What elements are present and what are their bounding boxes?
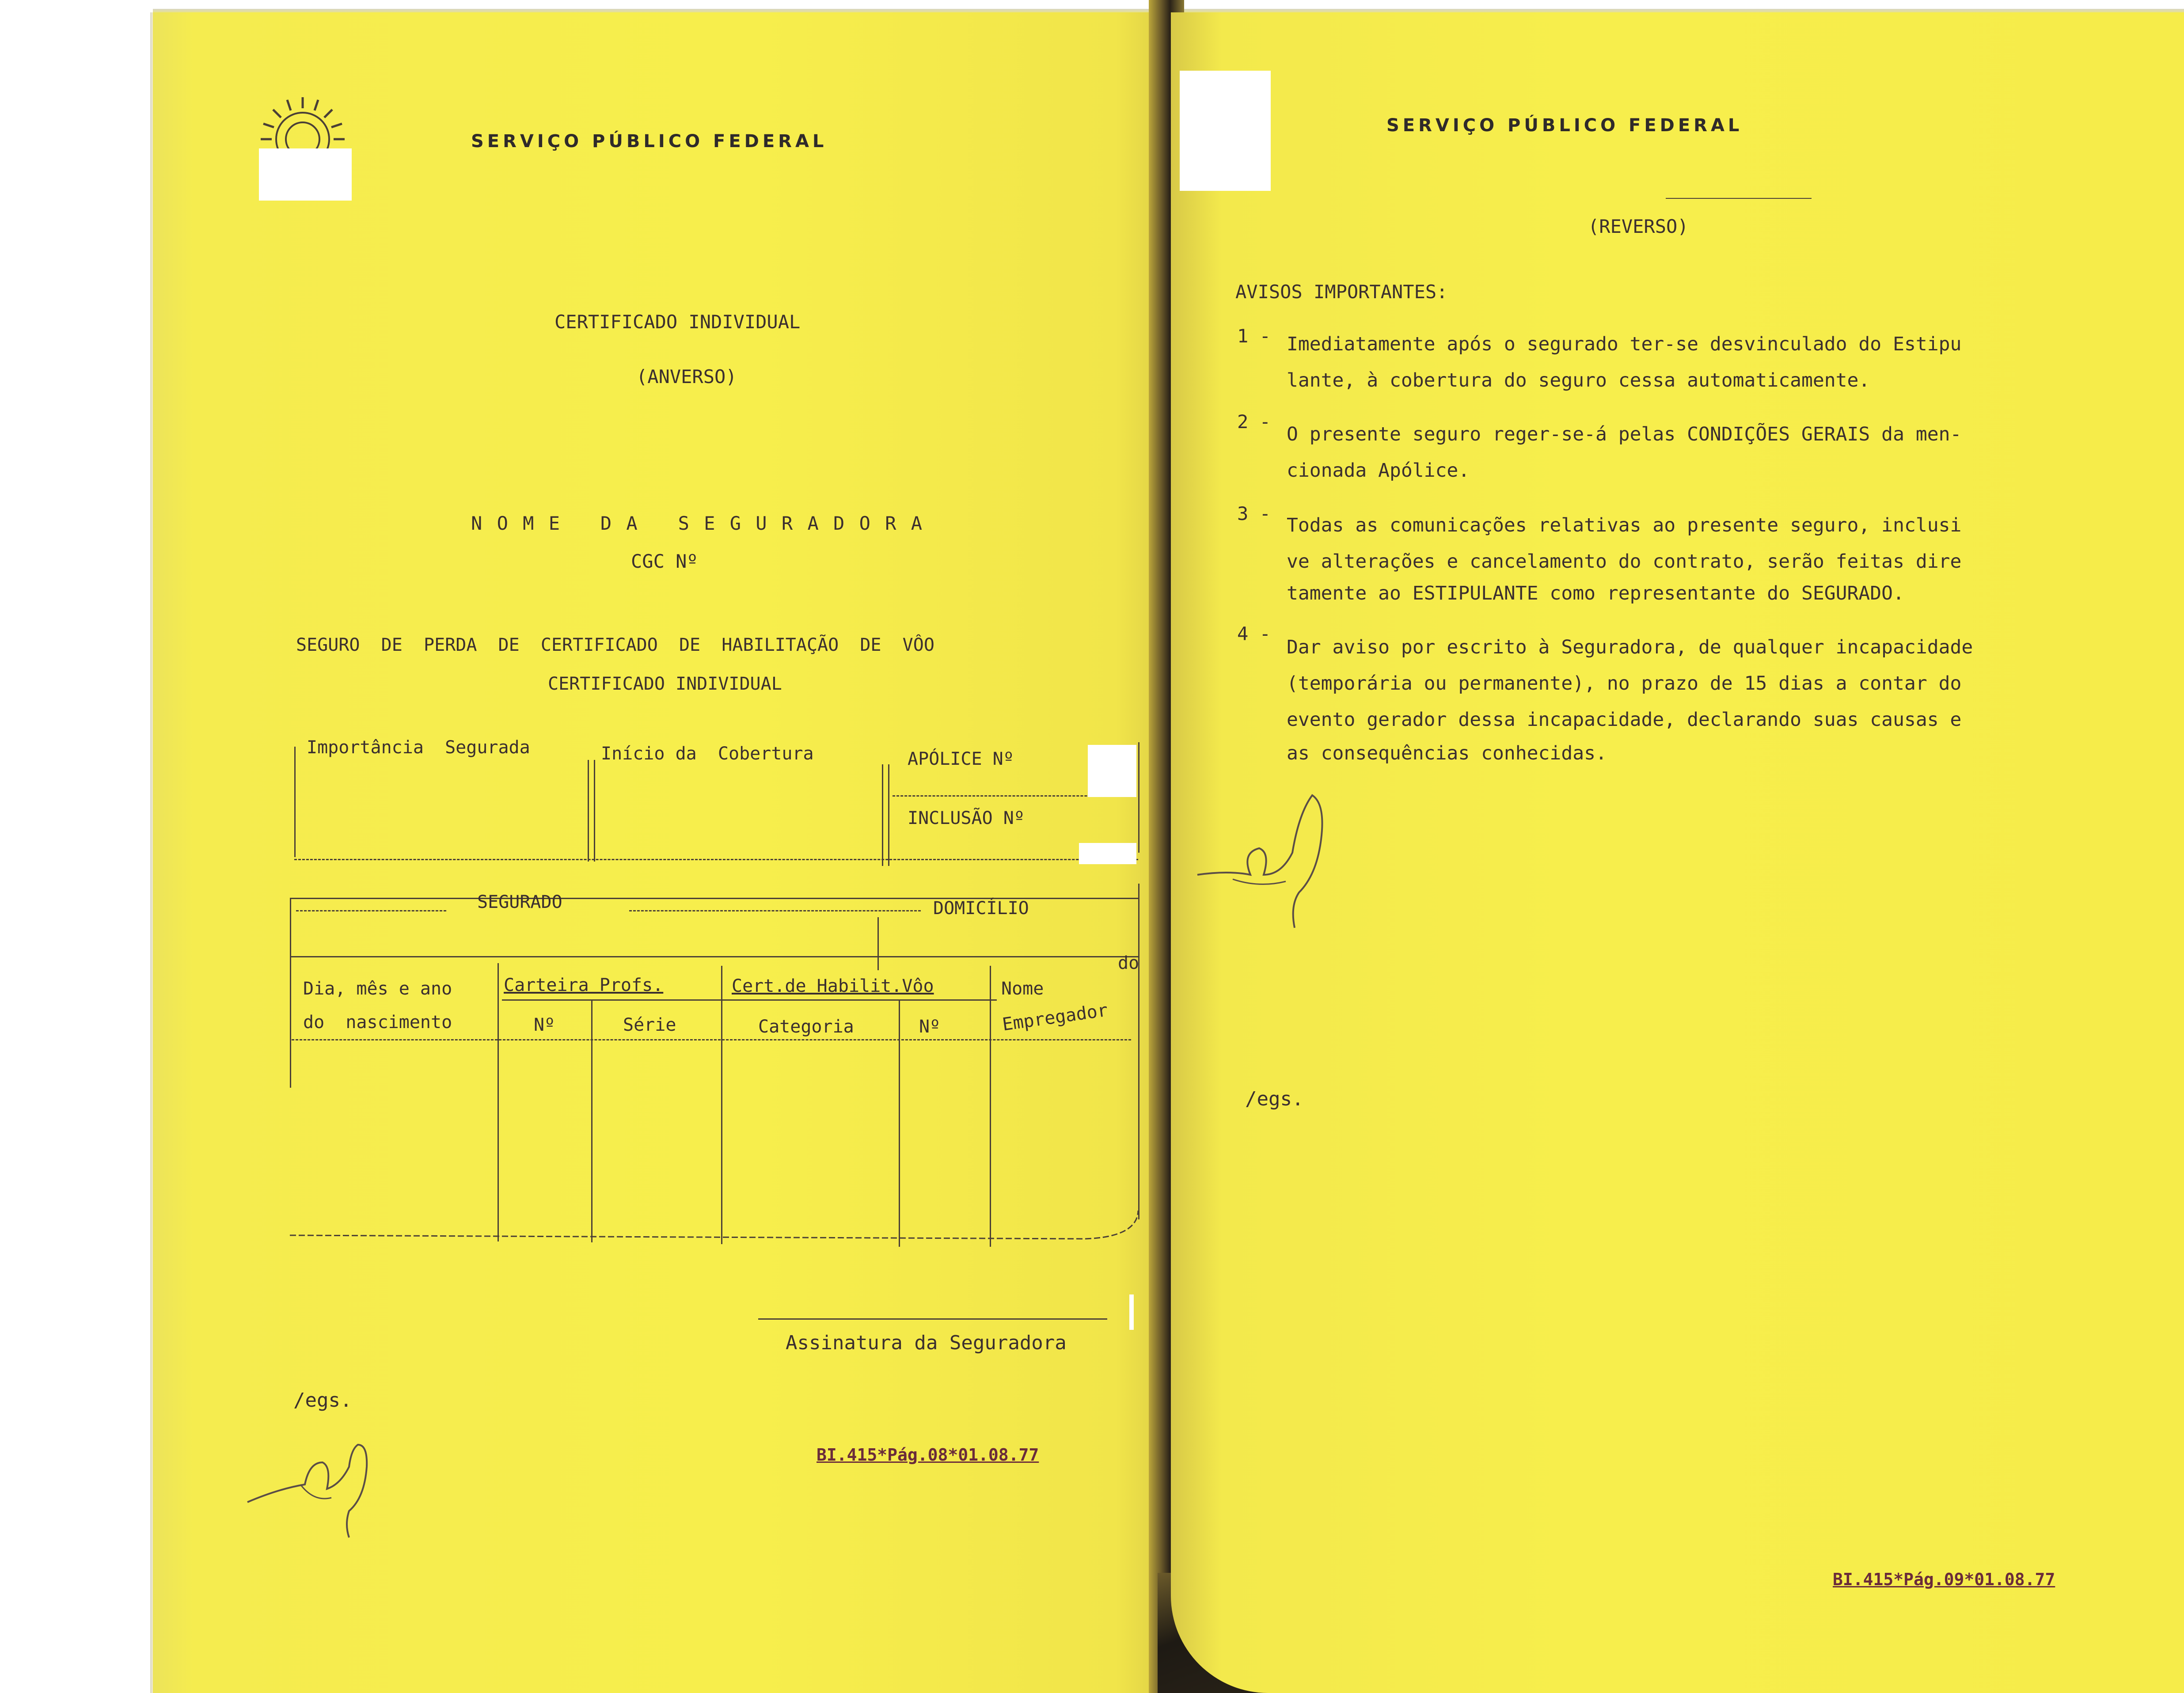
redaction-box-policy — [1088, 745, 1136, 797]
notice-3-line-2: ve alterações e cancelamento do contrato, serão feitas dire — [1287, 550, 1962, 573]
employer-do-label: do — [1118, 953, 1139, 973]
box2-right-border — [1138, 884, 1139, 1219]
birth-date-label-2: do nascimento — [303, 1012, 452, 1033]
notice-number-4: 4 - — [1237, 623, 1271, 645]
flight-cert-number-label: Nº — [919, 1017, 941, 1037]
insurance-type-line1: SEGURO DE PERDA DE CERTIFICADO DE HABILITAÇÃO DE VÔO — [296, 635, 934, 655]
policy-number-label: APÓLICE Nº — [908, 749, 1014, 769]
box2-bottom-curve — [290, 1193, 1143, 1255]
certificate-title: CERTIFICADO INDIVIDUAL — [555, 311, 801, 333]
redaction-mark-signature — [1129, 1294, 1134, 1330]
typist-initials-left: /egs. — [293, 1389, 352, 1412]
box2-middle-border — [290, 956, 1138, 957]
signature-label: Assinatura da Seguradora — [786, 1332, 1067, 1354]
notice-4-line-4: as consequências conhecidas. — [1287, 742, 1607, 764]
notice-2-line-2: cionada Apólice. — [1287, 459, 1470, 482]
notice-number-2: 2 - — [1237, 411, 1271, 433]
coverage-start-label: Início da Cobertura — [601, 744, 814, 764]
coverage-amount-label: Importância Segurada — [307, 737, 530, 758]
notice-3-line-1: Todas as comunicações relativas ao presente seguro, inclusi — [1287, 514, 1962, 536]
notices-title: AVISOS IMPORTANTES: — [1235, 281, 1448, 303]
box1-divider-1 — [588, 760, 589, 862]
notice-4-line-1: Dar aviso por escrito à Seguradora, de qualquer incapacidade — [1287, 636, 1973, 658]
handwritten-signature-right — [1193, 786, 1352, 937]
inclusion-number-label: INCLUSÃO Nº — [908, 808, 1025, 828]
insured-label: SEGURADO — [477, 892, 562, 912]
box1-divider-1b — [594, 760, 595, 862]
work-card-label: Carteira Profs. — [504, 975, 664, 995]
notice-4-line-3: evento gerador dessa incapacidade, declarando suas causas e — [1287, 709, 1962, 731]
footer-page-ref-right: BI.415*Pág.09*01.08.77 — [1833, 1570, 2055, 1589]
employer-name-label: Nome — [1001, 979, 1044, 999]
left-header-title: SERVIÇO PÚBLICO FEDERAL — [471, 131, 828, 152]
flight-cert-label: Cert.de Habilit.Vôo — [732, 976, 934, 996]
notice-3-line-3: tamente ao ESTIPULANTE como representante do SEGURADO. — [1287, 582, 1904, 604]
redaction-box-inclusion — [1079, 843, 1136, 864]
typist-initials-right: /egs. — [1245, 1088, 1304, 1110]
box1-bottom-border — [294, 859, 1138, 860]
box1-divider-2 — [882, 764, 883, 866]
certificate-subtitle: (ANVERSO) — [636, 366, 737, 387]
notice-number-1: 1 - — [1237, 325, 1271, 347]
work-card-series-label: Série — [623, 1015, 676, 1035]
cgc-label: CGC Nº — [631, 550, 698, 572]
domicile-label: DOMICÍLIO — [933, 898, 1029, 919]
box2-subheader-line-1 — [502, 999, 997, 1001]
box2-segurado-line-r — [629, 910, 921, 911]
notice-2-line-1: O presente seguro reger-se-á pelas CONDIÇÕES GERAIS da men- — [1287, 423, 1962, 445]
birth-date-label-1: Dia, mês e ano — [303, 979, 452, 999]
box2-segurado-line-l — [296, 910, 446, 911]
redaction-box-logo-right — [1180, 71, 1271, 191]
box2-subheader-line-2 — [292, 1039, 1131, 1040]
redaction-box-logo — [259, 148, 352, 201]
box2-header-divider — [877, 917, 879, 970]
notice-number-3: 3 - — [1237, 503, 1271, 524]
right-header-title: SERVIÇO PÚBLICO FEDERAL — [1386, 115, 1743, 136]
box1-right-border — [1138, 742, 1139, 853]
box1-divider-2b — [888, 764, 889, 866]
employer-label: Empregador — [1001, 1000, 1109, 1035]
notice-1-line-2: lante, à cobertura do seguro cessa automaticamente. — [1287, 369, 1870, 391]
work-card-number-label: Nº — [534, 1015, 555, 1035]
box1-left-border — [294, 747, 296, 857]
box2-left-border — [290, 898, 291, 1088]
handwritten-signature-left — [239, 1396, 398, 1542]
notice-1-line-1: Imediatamente após o segurado ter-se desvinculado do Estipu — [1287, 333, 1962, 355]
reverse-subtitle: (REVERSO) — [1588, 216, 1689, 237]
signature-line — [758, 1318, 1107, 1320]
flight-cert-category-label: Categoria — [758, 1017, 854, 1037]
notice-4-line-2: (temporária ou permanente), no prazo de 15 dias a contar do — [1287, 672, 1962, 695]
right-header-rule — [1666, 198, 1812, 199]
footer-page-ref-left: BI.415*Pág.08*01.08.77 — [817, 1445, 1039, 1465]
insurance-type-line2: CERTIFICADO INDIVIDUAL — [548, 674, 782, 694]
insurer-name-label: N O M E D A S E G U R A D O R A — [471, 512, 924, 534]
